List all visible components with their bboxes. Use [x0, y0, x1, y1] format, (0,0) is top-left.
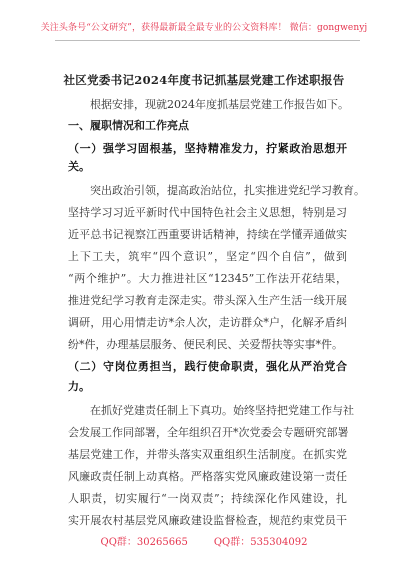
paragraph-line: 人职责，切实履行“一岗双责”；持续深化作风建设，扎	[68, 492, 347, 505]
paragraph-line: 纷*件，办理基层服务、便民利民、关爱帮扶等实事*件。	[68, 338, 343, 351]
document-body	[68, 96, 365, 530]
header-divider	[55, 40, 360, 41]
paragraph-line: 推进党纪学习教育走深走实。带头深入生产生活一线开展	[68, 294, 347, 307]
subsection-heading-continued: 关。	[68, 160, 90, 173]
subsection-heading: （二）守岗位勇担当，践行使命职责，强化从严治党合	[68, 360, 347, 373]
paragraph-line: 坚持学习习近平新时代中国特色社会主义思想，特别是习	[68, 206, 347, 219]
paragraph-line: 突出政治引领，提高政治站位，扎实推进党纪学习教育。	[90, 184, 365, 197]
paragraph-line: 调研，用心用情走访*余人次，走访群众*户，化解矛盾纠	[68, 316, 347, 329]
paragraph-line: 风廉政责任制上动真格。严格落实党风廉政建设第一责任	[68, 470, 347, 483]
subsection-heading: （一）强学习固根基，坚持精准发力，拧紧政治思想开	[68, 142, 347, 155]
qq-group-1: QQ群：30265665	[100, 537, 188, 548]
paragraph-line: 实开展农村基层党风廉政建设监督检查，规范约束党员干	[68, 514, 347, 527]
paragraph-line: 在抓好党建责任制上下真功。始终坚持把党建工作与社	[90, 404, 354, 417]
footer-contact	[0, 533, 408, 548]
header-banner: 关注头条号“公文研究”，获得最新最全最专业的公文资料库！ 微信：gongwenyj	[40, 23, 368, 33]
paragraph-line: 基层党建工作，并带头落实双重组织生活制度。在抓实党	[68, 448, 347, 461]
paragraph-line: 会发展工作同部署，全年组织召开*次党委会专题研究部署	[68, 426, 349, 439]
subsection-heading-continued: 力。	[68, 380, 90, 393]
paragraph-line: 上下工夫，筑牢“四个意识”，坚定“四个自信”，做到	[68, 250, 347, 263]
paragraph-line: “两个维护”。大力推进社区“12345”工作法开花结果，	[68, 272, 347, 285]
paragraph-line: 近平总书记视察江西重要讲话精神，持续在学懂弄通做实	[68, 228, 347, 241]
document-title: 社区党委书记2024年度书记抓基层党建工作述职报告	[63, 73, 345, 87]
section-heading: 一、履职情况和工作亮点	[68, 119, 189, 132]
qq-group-2: QQ群：535304092	[213, 537, 308, 548]
intro-paragraph: 根据安排，现就2024年度抓基层党建工作报告如下。	[90, 98, 349, 111]
